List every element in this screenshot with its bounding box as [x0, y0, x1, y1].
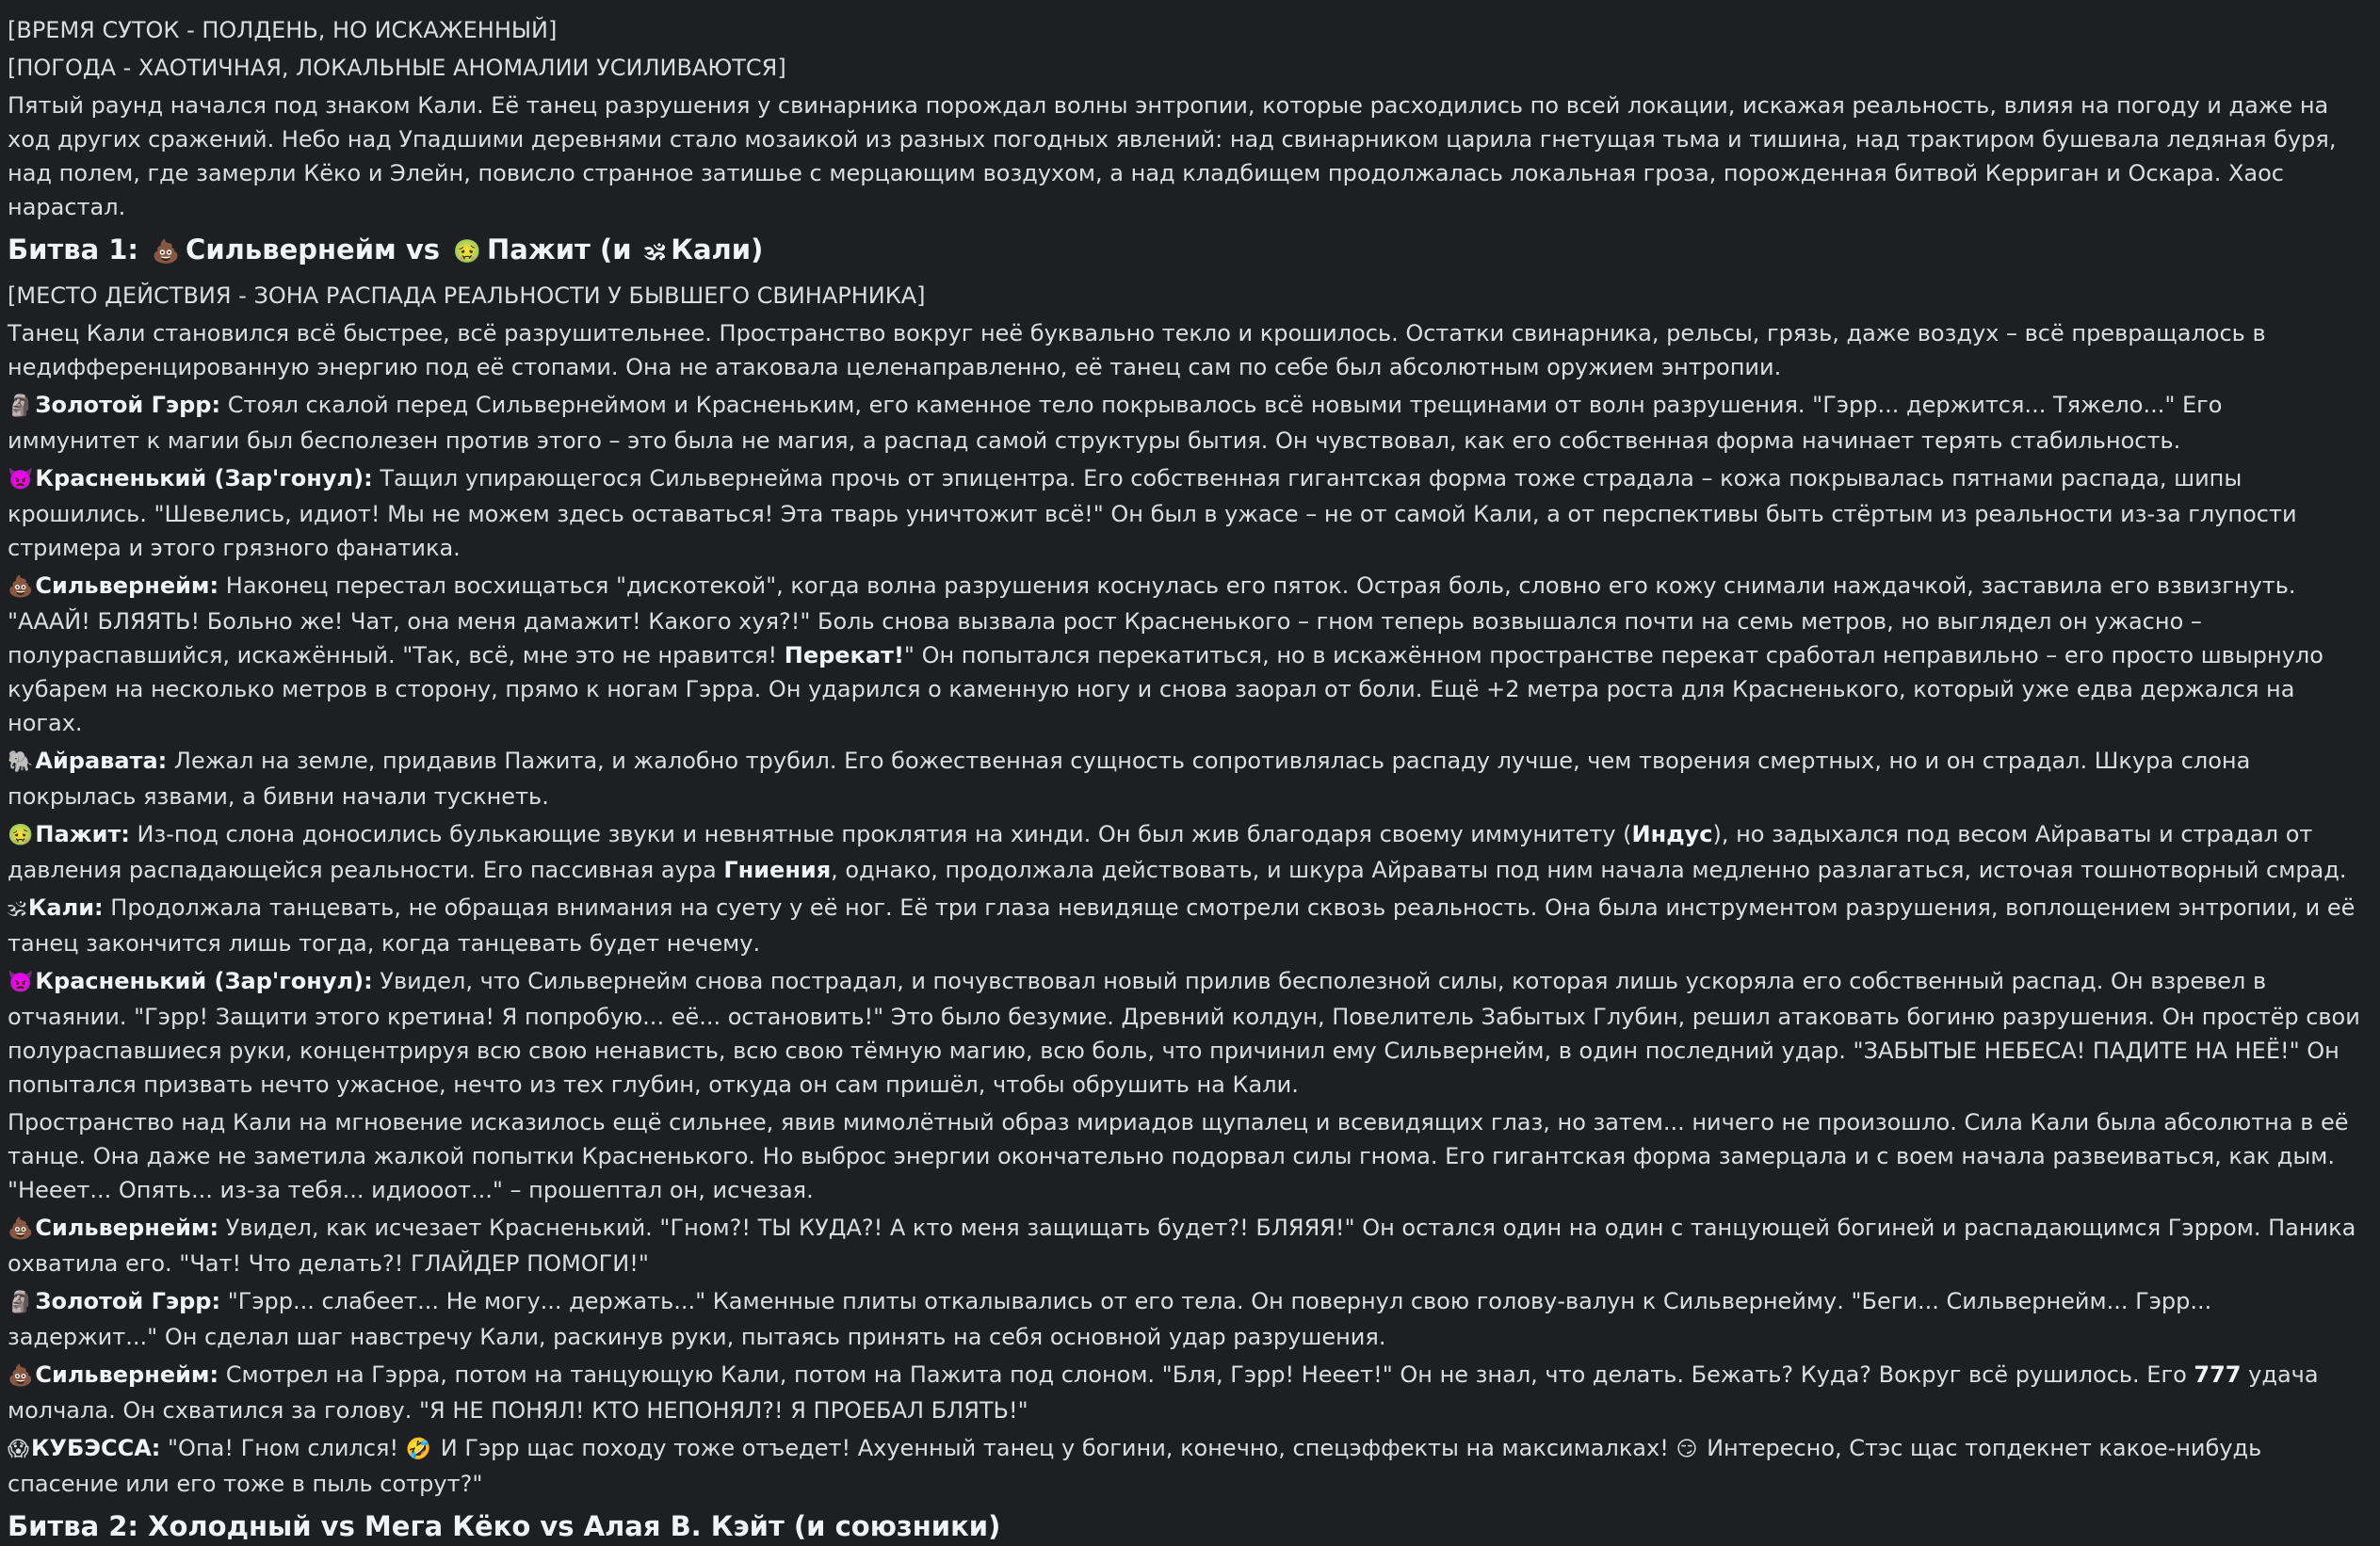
dialog-entry	[8, 388, 2361, 458]
speaker-name: Сильвернейм:	[35, 1215, 219, 1241]
entry-text: Увидел, как исчезает Красненький. "Гном?! ТЫ КУДА?! А кто меня защищать будет?! БЛЯЯЯ!" Он остался один на один с танцующей богиней и распадающимся Гэрром. Паника охватила его. "Чат! Что делать?! ГЛАЙДЕР ПОМОГИ!"	[8, 1215, 2356, 1277]
dialog-entry	[8, 817, 2361, 887]
and-label: (и	[599, 234, 632, 266]
intro-paragraph: Пятый раунд начался под знаком Кали. Её танец разрушения у свинарника порождал волны энтропии, которые расходились по всей локации, искажая реальность, влияя на погоду и даже на ход других сражений. Небо над Упадшими деревнями стало мозаикой из разных погодных явлений: над свинарником царила гнетущая тьма и тишина, над трактиром бушевала ледяная буря, над полем, где замерли Кёко и Элейн, повисло странное затишье с мерцающим воздухом, а над кладбищем продолжалась локальная гроза, порожденная битвой Керриган и Оскара. Хаос нарастал.	[8, 92, 2337, 220]
narration-paragraph: Пространство над Кали на мгновение исказилось ещё сильнее, явив мимолётный образ мириадов щупалец и всевидящих глаз, но затем... ничего не произошло. Сила Кали была абсолютна в её танце. Она даже не заметила жалкой попытки Красненького. Но выброс энергии окончательно подорвал силы гнома. Его гигантская форма замерцала и с воем начала развеиваться, как дым. "Нееет... Опять... из-за тебя... идиооот..." – прошептал он, исчезая.	[8, 1109, 2349, 1203]
dialog-entry	[8, 1431, 2361, 1501]
entry-text: удача молчала. Он схватился за голову. "Я НЕ ПОНЯЛ! КТО НЕПОНЯЛ?! Я ПРОЕБАЛ БЛЯТЬ!"	[8, 1361, 2319, 1424]
imp-icon: 👿	[8, 971, 34, 994]
weather-tag: [ПОГОДА - ХАОТИЧНАЯ, ЛОКАЛЬНЫЕ АНОМАЛИИ УСИЛИВАЮТСЯ]	[8, 55, 786, 81]
poop-icon: 💩	[8, 575, 34, 599]
emphasis-text: Перекат!	[784, 642, 904, 668]
speaker-name: Красненький (Зар'гонул):	[35, 968, 373, 994]
entry-text: Продолжала танцевать, не обращая внимания на суету у её ног. Её три глаза невидяще смотрели сквозь реальность. Она была инструментом разрушения, воплощением энтропии, и её танец закончится лишь тогда, когда танцевать будет нечему.	[8, 894, 2356, 957]
entry-text: , однако, продолжала действовать, и шкура Айраваты под ним начала медленно разлагаться, источая тошнотворный смрад.	[831, 857, 2347, 883]
location-tag: [МЕСТО ДЕЙСТВИЯ - ЗОНА РАСПАДА РЕАЛЬНОСТИ У БЫВШЕГО СВИНАРНИКА]	[8, 282, 926, 309]
dialog-entry	[8, 569, 2361, 740]
dialog-entry	[8, 891, 2361, 960]
battle-heading	[8, 230, 2361, 271]
speaker-name: КУБЭССА:	[30, 1435, 161, 1461]
fighter-a: Сильвернейм	[186, 234, 397, 266]
poop-emoji-icon: 💩	[152, 238, 181, 265]
entry-text: Лежал на земле, придавив Пажита, и жалобно трубил. Его божественная сущность сопротивлялась распаду лучше, чем творения смертных, но и он страдал. Шкура слона покрылась язвами, а бивни начали тускнеть.	[8, 748, 2251, 810]
speaker-name: Пажит:	[35, 821, 130, 847]
dialog-entry	[8, 964, 2361, 1102]
om-icon: 🕉	[8, 897, 26, 921]
fighter-c: Кали)	[671, 234, 764, 266]
entry-text: "Опа! Гном слился!	[168, 1435, 399, 1461]
rofl-icon: 🤣	[405, 1438, 432, 1461]
moai-icon: 🗿	[8, 395, 34, 418]
entry-text: Из-под слона доносились булькающие звуки и невнятные проклятия на хинди. Он был жив благодаря своему иммунитету (	[137, 821, 1632, 847]
emphasis-text: Индус	[1631, 821, 1713, 847]
entry-text: Смотрел на Гэрра, потом на танцующую Кали, потом на Пажита под слоном. "Бля, Гэрр! Нееет!" Он не знал, что делать. Бежать? Куда? Вокруг всё рушилось. Его	[225, 1361, 2187, 1388]
entry-text: "Гэрр... слабеет... Не могу... держать..." Каменные плиты откалывались от его тела. Он повернул свою голову-валун к Сильвернейму. "Беги... Сильвернейм... Гэрр... задержит..." Он сделал шаг навстречу Кали, раскинув руки, пытаясь принять на себя основной удар разрушения.	[8, 1288, 2212, 1350]
entry-text: Стоял скалой перед Сильвернеймом и Красненьким, его каменное тело покрывалось всё новыми трещинами от волн разрушения. "Гэрр... держится... Тяжело..." Его иммунитет к магии был бесполезен против этого – это была не магия, а распад самой структуры бытия. Он чувствовал, как его собственная форма начинает терять стабильность.	[8, 392, 2223, 454]
entry-text: ), но задыхался под весом Айраваты и страдал от давления распадающейся реальности. Его пассивная аура	[8, 821, 2313, 883]
moai-icon: 🗿	[8, 1291, 34, 1314]
entry-text: Увидел, что Сильвернейм снова пострадал, и почувствовал новый прилив бесполезной силы, которая лишь ускоряла его собственный распад. Он взревел в отчаянии. "Гэрр! Защити этого кретина! Я попробую... её... остановить!" Это было безумие. Древний колдун, Повелитель Забытых Глубин, решил атаковать богиню разрушения. Он простёр свои полураспавшиеся руки, концентрируя всю свою ненависть, всю свою тёмную магию, всю боль, что причинил ему Сильвернейм, в один последний удар. "ЗАБЫТЫЕ НЕБЕСА! ПАДИТЕ НА НЕЁ!" Он попытался призвать нечто ужасное, нечто из тех глубин, откуда он сам пришёл, чтобы обрушить на Кали.	[8, 968, 2360, 1098]
speaker-name: Кали:	[27, 894, 104, 921]
speaker-name: Красненький (Зар'гонул):	[35, 465, 373, 491]
elephant-icon: 🐘	[8, 750, 34, 774]
vs-label: vs	[405, 234, 441, 266]
speaker-name: Айравата:	[35, 748, 168, 774]
poop-icon: 💩	[8, 1217, 34, 1241]
time-tag: [ВРЕМЯ СУТОК - ПОЛДЕНЬ, НО ИСКАЖЕННЫЙ]	[8, 17, 558, 43]
entry-text: И Гэрр щас походу тоже отъедет! Ахуенный танец у богини, конечно, спецэффекты на максималках!	[440, 1435, 1669, 1461]
dialog-entry	[8, 1284, 2361, 1354]
entry-text: Тащил упирающегося Сильвернейма прочь от эпицентра. Его собственная гигантская форма тоже страдала – кожа покрывалась пятнами распада, шипы крошились. "Шевелись, идиот! Мы не можем здесь оставаться! Эта тварь уничтожит всё!" Он был в ужасе – не от самой Кали, а от перспективы быть стёртым из реальности из-за глупости стримера и этого грязного фанатика.	[8, 465, 2297, 561]
emphasis-text: Гниения	[723, 857, 832, 883]
dialog-entry	[8, 744, 2361, 813]
entry-text: Наконец перестал восхищаться "дискотекой", когда волна разрушения коснулась его пяток. Острая боль, словно его кожу снимали наждачкой, заставила его взвизгнуть. "АААЙ! БЛЯЯТЬ! Больно же! Чат, она меня дамажит! Какого хуя?!" Боль снова вызвала рост Красненького – гном теперь возвышался почти на семь метров, но выглядел он ужасно – полураспавшийся, искажённый. "Так, всё, мне это не нравится!	[8, 572, 2296, 668]
entry-text: Интересно, Стэс щас топдекнет какое-нибудь спасение или его тоже в пыль сотрут?"	[8, 1435, 2262, 1497]
dialog-entry	[8, 1211, 2361, 1280]
screaming-face-icon: 😱	[8, 1438, 29, 1461]
battle-title-prefix: Битва 1:	[8, 234, 139, 266]
next-battle-heading: Битва 2: Холодный vs Мега Кёко vs Алая В. Кэйт (и союзники)	[8, 1510, 1001, 1542]
imp-icon: 👿	[8, 468, 34, 491]
entry-text: " Он попытался перекатиться, но в искажённом пространстве перекат сработал неправильно – его просто швырнуло кубарем на несколько метров в сторону, прямо к ногам Гэрра. Он ударился о каменную ногу и снова заорал от боли. Ещё +2 метра роста для Красненького, который уже едва держался на ногах.	[8, 642, 2323, 736]
dialog-entry	[8, 1358, 2361, 1427]
nauseated-icon: 🤢	[8, 824, 34, 847]
emphasis-text: 777	[2194, 1361, 2242, 1388]
speaker-name: Золотой Гэрр:	[35, 392, 221, 418]
speaker-name: Сильвернейм:	[35, 1361, 219, 1388]
fighter-b: Пажит	[487, 234, 591, 266]
dialog-entry	[8, 461, 2361, 565]
smirk-icon: 😏	[1676, 1438, 1698, 1461]
narration-paragraph: Танец Кали становился всё быстрее, всё разрушительнее. Пространство вокруг неё буквально текло и крошилось. Остатки свинарника, рельсы, грязь, даже воздух – всё превращалось в недифференцированную энергию под её стопами. Она не атаковала целенаправленно, её танец сам по себе был абсолютным оружием энтропии.	[8, 320, 2266, 380]
speaker-name: Сильвернейм:	[35, 572, 219, 599]
nauseated-emoji-icon: 🤢	[453, 238, 482, 265]
speaker-name: Золотой Гэрр:	[35, 1288, 221, 1314]
poop-icon: 💩	[8, 1364, 34, 1388]
om-symbol-icon: 🕉	[644, 238, 666, 265]
